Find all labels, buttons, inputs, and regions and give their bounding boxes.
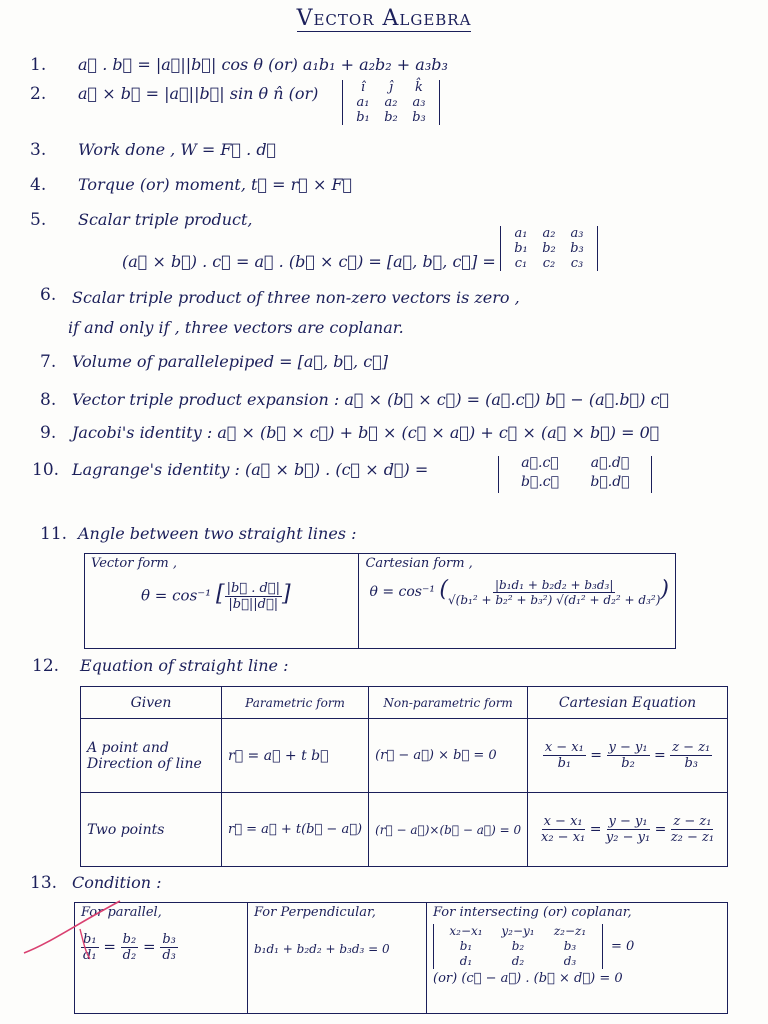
coplanar-or-equation: (or) (c⃗ − a⃗) . (b⃗ × d⃗) = 0	[433, 971, 623, 986]
cartesian-fraction	[671, 814, 714, 845]
det-cell: ĵ	[388, 80, 394, 95]
lagrange-determinant	[498, 456, 652, 493]
det-cell: x₂−x₁	[449, 924, 483, 938]
frac-den: √(b₁² + b₂² + b₃²) √(d₁² + d₂² + d₃²)	[448, 592, 661, 607]
coplanar-statement-line2: if and only if , three vectors are coplanar.	[68, 318, 404, 337]
header-parametric: Parametric form	[222, 687, 369, 719]
det-cell: î	[360, 80, 366, 95]
det-cell: b₂	[384, 110, 398, 125]
det-cell: a₂	[384, 95, 398, 110]
angle-vector-label: Vector form ,	[91, 556, 178, 571]
frac-num: z − z₁	[673, 814, 712, 829]
frac-num: b₂	[122, 932, 137, 947]
intersecting-label: For intersecting (or) coplanar,	[433, 905, 632, 920]
item-number: 2.	[30, 84, 47, 104]
parallel-cell: For parallel, $\frac{\text{b₁}}{\text{d₁}}$ = $\frac{\text{b₂}}{\text{d₂}}$ = $\frac{\text{b₃}}{\text{d₃}}$	[75, 903, 248, 1014]
angle-cartesian-fraction	[448, 578, 660, 607]
det-cell: b₃	[563, 939, 577, 953]
frac-den: y₂ − y₁	[605, 830, 651, 845]
cartesian-fraction	[606, 814, 650, 845]
det-cell: b₃	[570, 241, 584, 256]
perpendicular-label: For Perpendicular,	[254, 905, 376, 920]
determinant-rhs: = 0	[611, 939, 635, 954]
non-parametric-cell: (r⃗ − a⃗)×(b⃗ − a⃗) = 0	[369, 793, 528, 867]
work-done-formula: Work done , W = F⃗ . d⃗	[78, 140, 277, 159]
item-number: 8.	[40, 390, 57, 410]
paren-right: )	[660, 577, 669, 602]
scalar-triple-heading: Scalar triple product,	[78, 210, 253, 229]
det-cell: k̂	[415, 80, 423, 95]
det-cell: b⃗.c⃗	[520, 474, 560, 490]
frac-den: d₂	[122, 948, 137, 963]
scalar-triple-determinant	[500, 226, 598, 271]
bracket-left: [	[215, 581, 225, 607]
paren-left: (	[439, 577, 449, 602]
perpendicular-equation: b₁d₁ + b₂d₂ + b₃d₃ = 0	[254, 942, 390, 956]
item-number: 9.	[40, 423, 57, 443]
angle-cartesian-lhs: θ = cos⁻¹	[369, 584, 435, 600]
cartesian-cell: $\frac{\text{x − x₁}}{\text{x₂ − x₁}}$ = $\frac{\text{y − y₁}}{\text{y₂ − y₁}}$ = $\frac{\text{z − z₁}}{\text{z₂ − z₁}}$	[528, 793, 728, 867]
coplanar-determinant	[433, 924, 603, 969]
det-cell: d₃	[563, 954, 577, 968]
frac-den: x₂ − x₁	[541, 830, 586, 845]
parametric-cell: r⃗ = a⃗ + t(b⃗ − a⃗)	[222, 793, 369, 867]
cartesian-fraction	[541, 814, 585, 845]
det-cell: a₁	[514, 226, 528, 241]
angle-vector-fraction	[225, 581, 282, 612]
angle-cartesian-label: Cartesian form ,	[365, 556, 473, 571]
cartesian-fraction	[670, 740, 712, 771]
frac-den: |b⃗||d⃗|	[228, 597, 279, 612]
parallel-label: For parallel,	[81, 905, 162, 920]
item-number: 12.	[32, 656, 60, 676]
straight-line-table	[80, 686, 728, 867]
angle-vector-cell	[85, 554, 359, 649]
item-number: 6.	[40, 285, 57, 305]
lagrange-formula: Lagrange's identity : (a⃗ × b⃗) . (c⃗ × d⃗) =	[72, 460, 429, 479]
det-cell: z₂−z₁	[553, 924, 587, 938]
det-cell: c₂	[542, 256, 556, 271]
header-given: Given	[81, 687, 222, 719]
det-cell: a₁	[356, 95, 370, 110]
dot-product-formula: a⃗ . b⃗ = |a⃗||b⃗| cos θ (or) a₁b₁ + a₂b₂ + a₃b₃	[78, 55, 448, 74]
det-cell: a₃	[412, 95, 426, 110]
cartesian-fraction	[607, 740, 650, 771]
scalar-triple-formula: (a⃗ × b⃗) . c⃗ = a⃗ . (b⃗ × c⃗) = [a⃗, b⃗, c⃗] =	[122, 252, 496, 271]
det-cell: b₂	[511, 939, 525, 953]
given-point-direction: A point and Direction of line	[81, 719, 222, 793]
det-cell: b₂	[542, 241, 556, 256]
frac-den: b₃	[684, 756, 699, 771]
non-parametric-cell: (r⃗ − a⃗) × b⃗ = 0	[369, 719, 528, 793]
det-cell: c₁	[514, 256, 528, 271]
table-row	[81, 719, 728, 793]
frac-num: b₁	[83, 932, 97, 947]
parametric-cell: r⃗ = a⃗ + t b⃗	[222, 719, 369, 793]
perpendicular-cell	[248, 903, 427, 1014]
frac-den: b₂	[621, 756, 635, 771]
det-cell: b₃	[412, 110, 426, 125]
det-cell: a⃗.c⃗	[521, 455, 559, 471]
det-cell: b⃗.d⃗	[590, 474, 630, 490]
det-cell: c₃	[570, 256, 584, 271]
det-cell: b₁	[514, 241, 528, 256]
frac-num: z − z₁	[672, 740, 711, 755]
frac-num: x − x₁	[543, 814, 583, 829]
item-number: 4.	[30, 175, 47, 195]
table-row	[81, 793, 728, 867]
det-cell: a₂	[542, 226, 556, 241]
item-number: 13.	[30, 873, 58, 893]
page-title: Vector Algebra	[296, 6, 472, 31]
pink-check-mark	[20, 895, 130, 965]
det-cell: y₂−y₁	[501, 924, 535, 938]
frac-num: |b₁d₁ + b₂d₂ + b₃d₃|	[495, 577, 614, 592]
frac-num: |b⃗ . d⃗|	[226, 581, 280, 596]
angle-heading: Angle between two straight lines :	[78, 524, 357, 543]
det-cell: d₁	[459, 954, 473, 968]
det-cell: b₁	[459, 939, 473, 953]
given-two-points: Two points	[81, 793, 222, 867]
frac-num: b₃	[162, 932, 176, 947]
det-cell: b₁	[356, 110, 370, 125]
item-number: 5.	[30, 210, 47, 230]
parallel-fraction	[160, 932, 178, 963]
det-cell: a⃗.d⃗	[590, 455, 630, 471]
bracket-right: ]	[281, 581, 291, 607]
vector-triple-formula: Vector triple product expansion : a⃗ × (b⃗ × c⃗) = (a⃗.c⃗) b⃗ − (a⃗.b⃗) c⃗	[72, 390, 670, 409]
intersecting-cell	[427, 903, 728, 1014]
header-non-parametric: Non-parametric form	[369, 687, 528, 719]
item-number: 3.	[30, 140, 47, 160]
cross-product-formula: a⃗ × b⃗ = |a⃗||b⃗| sin θ n̂ (or)	[78, 84, 319, 103]
frac-den: d₃	[162, 948, 176, 963]
coplanar-statement-line1: Scalar triple product of three non-zero vectors is zero ,	[72, 288, 520, 307]
cartesian-fraction	[543, 740, 586, 771]
item-number: 1.	[30, 55, 47, 75]
condition-table	[74, 902, 728, 1014]
torque-formula: Torque (or) moment, t⃗ = r⃗ × F⃗	[78, 175, 353, 194]
cartesian-cell: $\frac{\text{x − x₁}}{\text{b₁}}$ = $\frac{\text{y − y₁}}{\text{b₂}}$ = $\frac{\text{z − z₁}}{\text{b₃}}$	[528, 719, 728, 793]
cross-product-determinant	[342, 80, 440, 125]
frac-num: x − x₁	[544, 740, 584, 755]
item-number: 10.	[32, 460, 60, 480]
item-number: 7.	[40, 352, 57, 372]
volume-formula: Volume of parallelepiped = [a⃗, b⃗, c⃗]	[72, 352, 389, 371]
frac-num: y − y₁	[608, 740, 648, 755]
frac-den: z₂ − z₁	[670, 830, 715, 845]
condition-heading: Condition :	[72, 873, 162, 892]
angle-cartesian-cell	[359, 554, 676, 649]
frac-den: d₁	[83, 948, 97, 963]
det-cell: d₂	[511, 954, 525, 968]
frac-den: b₁	[557, 756, 572, 771]
header-cartesian: Cartesian Equation	[528, 687, 728, 719]
angle-vector-lhs: θ = cos⁻¹	[141, 586, 212, 605]
det-cell: a₃	[570, 226, 584, 241]
frac-num: y − y₁	[608, 814, 648, 829]
angle-table	[84, 553, 676, 649]
jacobi-formula: Jacobi's identity : a⃗ × (b⃗ × c⃗) + b⃗ × (c⃗ × a⃗) + c⃗ × (a⃗ × b⃗) = 0⃗	[72, 423, 660, 442]
item-number: 11.	[40, 524, 68, 544]
straight-line-heading: Equation of straight line :	[80, 656, 289, 675]
